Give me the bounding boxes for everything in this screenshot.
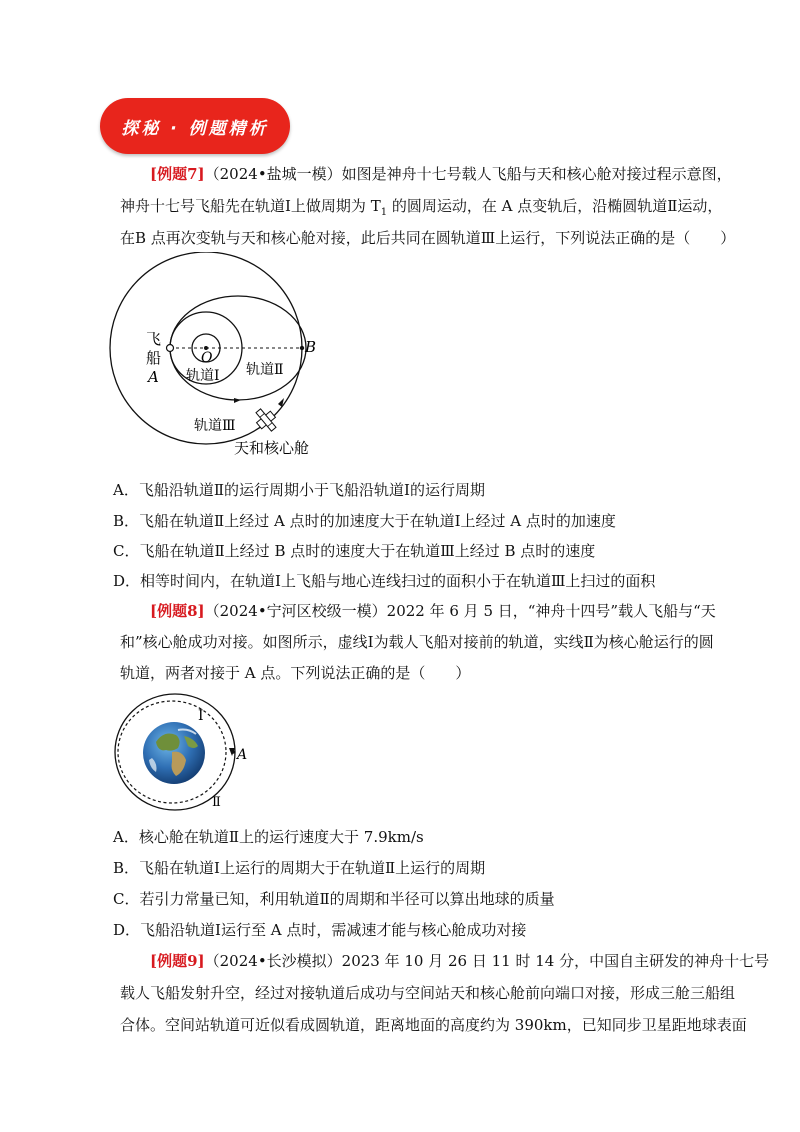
ex8-line-2: 和”核心舱成功对接。如图所示，虚线Ⅰ为载人飞船对接前的轨道，实线Ⅱ为核心舱运行的圆 <box>120 633 714 651</box>
point-b-marker <box>300 346 304 350</box>
ex9-line-2: 载人飞船发射升空，经过对接轨道后成功与空间站天和核心舱前向端口对接，形成三舱三船组 <box>120 984 736 1002</box>
ex7-line3-text: 在B 点再次变轨与天和核心舱对接，此后共同在圆轨道Ⅲ上运行，下列说法正确的是（ ） <box>120 229 736 247</box>
label-center-o: O <box>201 350 213 366</box>
label-orbit-i: Ⅰ <box>198 708 204 724</box>
ex7-option-a: A．飞船沿轨道Ⅱ的运行周期小于飞船沿轨道Ⅰ的运行周期 <box>113 481 485 499</box>
label-orbit-1: 轨道Ⅰ <box>186 368 220 384</box>
ex8-tag: [例题8] <box>150 602 205 620</box>
label-point-b: B <box>305 338 317 356</box>
label-orbit-2: 轨道Ⅱ <box>246 362 284 378</box>
ex7-line2-a: 神舟十七号飞船先在轨道Ⅰ上做周期为 T <box>120 197 381 215</box>
label-station: 天和核心舱 <box>234 439 310 457</box>
ex7-option-c: C．飞船在轨道Ⅱ上经过 B 点时的速度大于在轨道Ⅲ上经过 B 点时的速度 <box>113 542 596 560</box>
label-ship-2: 船 <box>146 349 162 367</box>
ex7-tag: [例题7] <box>150 165 205 183</box>
ex9-line-1 <box>150 951 769 971</box>
point-a-marker-8 <box>231 750 235 754</box>
label-orbit-3: 轨道Ⅲ <box>194 418 236 434</box>
ex7-option-b: B．飞船在轨道Ⅱ上经过 A 点时的加速度大于在轨道Ⅰ上经过 A 点时的加速度 <box>113 512 616 530</box>
label-point-a: A <box>148 368 159 386</box>
ex7-line-2 <box>120 196 722 223</box>
section-banner: 探秘 · 例题精析 <box>100 98 290 154</box>
ex7-line-3 <box>120 228 735 248</box>
label-ship-1: 飞 <box>146 330 162 348</box>
ex8-option-b: B．飞船在轨道Ⅰ上运行的周期大于在轨道Ⅱ上运行的周期 <box>113 859 486 877</box>
ex8-option-d: D．飞船沿轨道Ⅰ运行至 A 点时，需减速才能与核心舱成功对接 <box>113 921 527 939</box>
label-point-a-8: A <box>237 747 248 763</box>
ex7-line2-b: 的圆周运动，在 A 点变轨后，沿椭圆轨道Ⅱ运动， <box>387 197 723 215</box>
ex7-line1-text: （2024•盐城一模）如图是神舟十七号载人飞船与天和核心舱对接过程示意图， <box>204 165 732 183</box>
ex7-line2-sub: 1 <box>380 207 388 218</box>
ex9-tag: [例题9] <box>150 952 205 970</box>
orbit-diagram-ex8 <box>112 690 262 816</box>
earth-image <box>143 722 205 784</box>
orbit-diagram-ex7 <box>108 252 328 470</box>
point-a-marker <box>167 345 174 352</box>
ex8-line-1 <box>150 601 716 621</box>
ex8-option-a: A．核心舱在轨道Ⅱ上的运行速度大于 7.9km/s <box>113 828 424 846</box>
ex9-line-3: 合体。空间站轨道可近似看成圆轨道，距离地面的高度约为 390km，已知同步卫星距地球表面 <box>120 1016 747 1034</box>
label-orbit-ii: Ⅱ <box>212 795 221 810</box>
ex7-line-1 <box>150 164 732 184</box>
ex7-option-d: D．相等时间内，在轨道Ⅰ上飞船与地心连线扫过的面积小于在轨道Ⅲ上扫过的面积 <box>113 572 656 590</box>
ex8-line-3: 轨道，两者对接于 A 点。下列说法正确的是（ ） <box>120 664 471 682</box>
ex8-option-c: C．若引力常量已知，利用轨道Ⅱ的周期和半径可以算出地球的质量 <box>113 890 555 908</box>
ex8-line1-text: （2024•宁河区校级一模）2022 年 6 月 5 日，“神舟十四号”载人飞船与“天 <box>204 602 716 620</box>
ex9-line1-text: （2024•长沙模拟）2023 年 10 月 26 日 11 时 14 分，中国自主研发的神舟十七号 <box>204 952 770 970</box>
